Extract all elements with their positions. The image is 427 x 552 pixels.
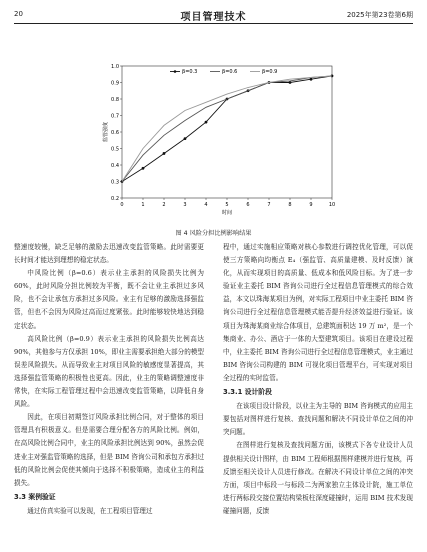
y-tick-label: 0.4 <box>111 163 119 169</box>
page-number: 20 <box>14 10 23 18</box>
x-tick-label: 6 <box>246 202 250 208</box>
y-tick-label: 0.2 <box>111 196 119 202</box>
page-header <box>14 8 413 22</box>
series-line-1 <box>122 76 332 182</box>
series-point <box>310 78 313 81</box>
y-tick-label: 0.5 <box>111 146 119 153</box>
series-point <box>142 167 145 170</box>
series-point <box>184 137 187 140</box>
x-tick-label: 10 <box>328 202 336 208</box>
x-tick-label: 3 <box>183 202 187 208</box>
paragraph: 整速度较慢，缺乏足够的激励去迅速改变监管策略。此时需要更长时间才能达到理想的稳定状态。 <box>14 243 204 265</box>
y-tick-label: 0.8 <box>111 97 119 103</box>
paragraph: 中风险比例（β=0.6）表示业主承担的风险损失比例为 60%，此时风险分担比例较为平衡，既不会让业主承担过多风险，也不会让承包方承担过多风险。业主有足够的激励选择强监管，但也不会因为风险过高而过度紧张。此时能够较快地达到稳定状态。 <box>14 269 204 330</box>
journal-title: 项目管理技术 <box>180 12 247 23</box>
chart-svg <box>100 58 340 223</box>
y-tick-label: 0.9 <box>111 80 119 87</box>
y-axis-label: 监管强度 <box>103 121 109 143</box>
x-axis-label: 时间 <box>221 210 233 216</box>
x-tick-label: 2 <box>162 202 166 208</box>
paragraph: 程中，通过实施相应策略对核心参数进行调控优化管理，可以促使三方策略向均衡点 E₄（强监管、高质量建模、及时反馈）演化，从而实现项目的高质量、低成本和低风险目标。为了进一步验证业主委托 BIM 咨询公司进行全过程信息管理模式的综合效益，本文以珠海某项目为例，对实际工程项目中业主委托 BIM 咨询公司进行全过程信息管理模式能否提升经济效益进行验证。该项目为珠海某商业综合体项目，总建筑面积达 19 万 m²，是一个集商业、办公、酒店于一体的大型建筑项目。该项目在建设过程中，业主委托 BIM 咨询公司进行全过程信息管理模式，业主通过 BIM 咨询公司构建的 BIM 可视化项目管理平台，可实现对项目全过程的实时监管。 <box>223 243 413 382</box>
y-tick-label: 0.3 <box>111 179 119 186</box>
paragraph: 因此，在项目初期签订风险承担比例合同，对于整体的项目管理具有积极意义。但是需要合理分配各方的风险比例。例如，在高风险比例合同中，业主的风险承担比例达到 90%，虽然会促进业主对强监管策略的选择，但是 BIM 咨询公司和承包方承担过低的风险比例会促使其倾向于选择不积极策略，造成业主的利益损失。 <box>14 413 204 487</box>
section-heading: 3.3.1 设计阶段 <box>223 388 272 397</box>
risk-sharing-chart <box>100 58 340 223</box>
issue-info: 2025年第23卷第6期 <box>346 11 413 19</box>
plot-frame <box>122 66 332 198</box>
right-column <box>223 241 413 518</box>
header-rule <box>14 23 413 24</box>
paragraph: 高风险比例（β=0.9）表示业主承担的风险损失比例高达 90%，其他参与方仅承担 10%，即业主需要承担绝大部分的模型误差风险损失。从而导致业主对项目风险的敏感度显著提高，其选择强监管策略的积极性也更高。因此，业主的策略调整速度非常快，在实际工程管理过程中会迅速改变监管策略，以降低自身风险。 <box>14 334 204 409</box>
legend-label: β=0.6 <box>222 69 238 75</box>
y-tick-label: 0.7 <box>111 113 119 120</box>
x-tick-label: 4 <box>204 202 208 208</box>
x-tick-label: 1 <box>141 202 145 208</box>
paragraph: 在图样进行复核及查找问题方面，该模式下各专业设计人员提供相关设计图样，由 BIM 工程师根据图样建模并进行复核，再反馈至相关设计人员进行修改。在解决不同设计单位之间的冲突方面，项目中标段一与标段二为两家独立主体设计院，施工单位进行两标段交接位置结构梁板柱深度碰撞时，运用 BIM 技术发现碰撞问题，反馈 <box>223 441 413 515</box>
section-heading: 3.3 案例验证 <box>14 492 56 501</box>
series-line-3 <box>122 76 332 182</box>
legend-label: β=0.9 <box>262 69 278 75</box>
x-tick-label: 7 <box>267 202 271 208</box>
x-tick-label: 9 <box>309 202 313 208</box>
y-tick-label: 1.0 <box>111 64 119 70</box>
x-tick-label: 0 <box>120 202 124 208</box>
legend-label: β=0.3 <box>182 69 198 75</box>
series-point <box>289 81 292 84</box>
series-point <box>163 152 166 155</box>
figure-caption: 图 4 风险分担比例影响结果 <box>175 230 252 237</box>
series-line-2 <box>122 76 332 182</box>
left-column <box>14 241 204 518</box>
x-tick-label: 5 <box>225 202 229 208</box>
paragraph: 在该项目设计阶段，以业主为主导的 BIM 咨询模式的应用主要包括对图样进行复核、查找问题和解决不同设计单位之间的冲突问题。 <box>223 402 413 437</box>
paragraph: 通过仿真实验可以发现，在工程项目管理过 <box>27 506 153 515</box>
legend-marker <box>174 70 177 73</box>
y-tick-label: 0.6 <box>111 130 119 136</box>
series-point <box>205 121 208 124</box>
x-tick-label: 8 <box>288 202 292 208</box>
